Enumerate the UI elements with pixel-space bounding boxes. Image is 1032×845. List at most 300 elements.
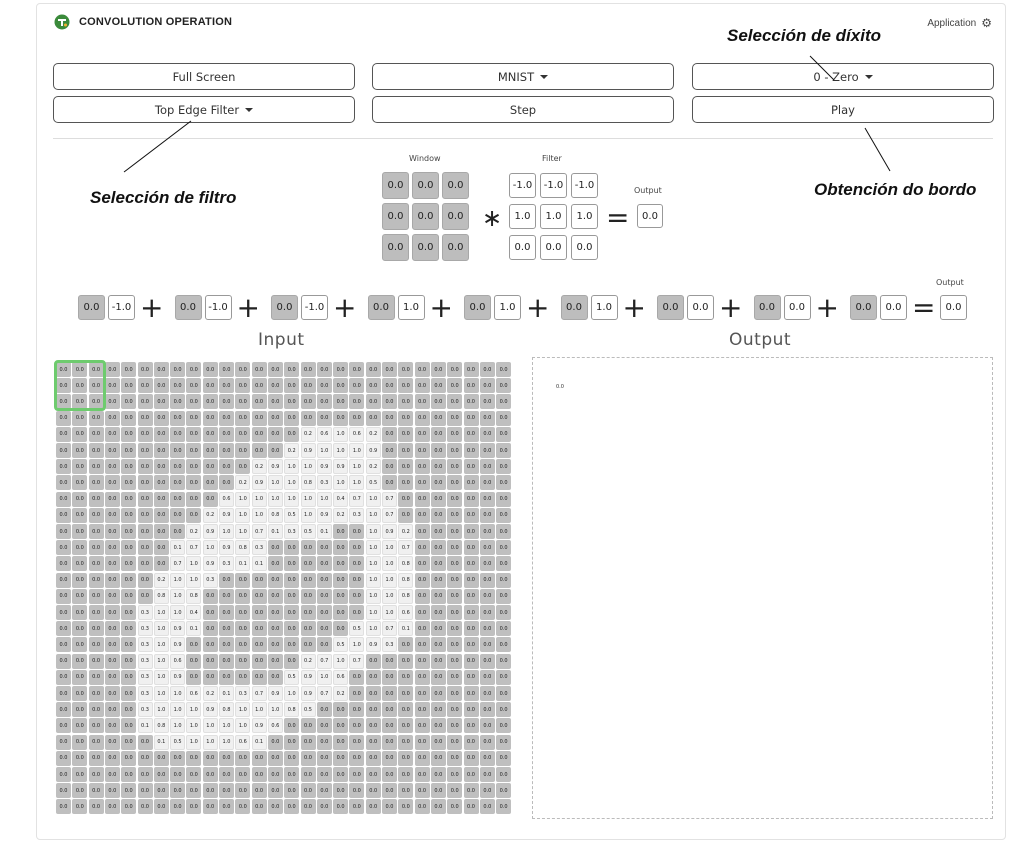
input-cell: 0.0 [382,799,397,814]
input-cell: 0.0 [138,540,153,555]
input-cell: 1.0 [170,605,185,620]
input-cell: 0.3 [138,670,153,685]
input-cell: 0.0 [431,751,446,766]
input-cell: 0.0 [480,427,495,442]
input-cell: 0.3 [138,686,153,701]
filter-cell: -1.0 [509,173,536,198]
input-cell: 0.0 [317,378,332,393]
input-cell: 0.0 [268,589,283,604]
input-cell: 0.0 [203,411,218,426]
input-cell: 0.3 [138,621,153,636]
input-cell: 0.0 [203,427,218,442]
plus-symbol: + [429,291,453,324]
sum-window-cell: 0.0 [561,295,588,320]
input-cell: 0.0 [464,362,479,377]
input-cell: 1.0 [301,492,316,507]
input-cell: 1.0 [170,573,185,588]
input-cell: 0.0 [203,589,218,604]
input-cell: 0.0 [219,637,234,652]
input-cell: 0.0 [72,686,87,701]
input-cell: 0.0 [89,654,104,669]
plus-symbol: + [815,291,839,324]
input-cell: 1.0 [203,540,218,555]
input-cell: 0.0 [154,799,169,814]
input-cell: 0.1 [268,524,283,539]
input-cell: 0.0 [72,411,87,426]
input-cell: 0.0 [252,605,267,620]
input-cell: 0.0 [382,459,397,474]
input-cell: 0.0 [382,362,397,377]
input-cell: 0.0 [252,411,267,426]
input-cell: 0.0 [382,751,397,766]
input-cell: 0.0 [464,459,479,474]
input-cell: 0.5 [301,702,316,717]
input-cell: 0.7 [252,524,267,539]
input-cell: 0.2 [203,508,218,523]
input-cell: 0.0 [480,394,495,409]
input-cell: 0.0 [105,362,120,377]
input-cell: 0.0 [121,573,136,588]
input-cell: 0.0 [138,394,153,409]
input-cell: 0.0 [121,799,136,814]
input-cell: 0.0 [447,605,462,620]
input-cell: 0.0 [301,556,316,571]
input-cell: 0.0 [464,718,479,733]
input-cell: 0.0 [252,427,267,442]
input-cell: 0.0 [349,686,364,701]
input-cell: 0.6 [349,427,364,442]
input-cell: 1.0 [366,556,381,571]
input-cell: 0.0 [105,459,120,474]
input-cell: 0.0 [398,735,413,750]
sum-filter-cell: 0.0 [880,295,907,320]
input-cell: 0.0 [431,508,446,523]
input-cell: 0.0 [415,799,430,814]
input-cell: 1.0 [333,654,348,669]
input-cell: 0.0 [154,427,169,442]
input-cell: 0.0 [496,508,511,523]
input-cell: 0.0 [447,783,462,798]
step-label: Step [509,102,537,117]
input-cell: 0.9 [170,621,185,636]
input-cell: 0.0 [268,573,283,588]
input-cell: 0.0 [431,783,446,798]
input-cell: 0.0 [268,378,283,393]
input-cell: 0.8 [398,573,413,588]
input-cell: 0.0 [138,492,153,507]
input-cell: 0.9 [219,540,234,555]
input-cell: 0.0 [121,702,136,717]
input-cell: 0.8 [186,589,201,604]
input-cell: 0.0 [89,362,104,377]
input-cell: 0.0 [138,783,153,798]
input-cell: 0.0 [72,799,87,814]
input-cell: 0.0 [496,475,511,490]
sum-window-cell: 0.0 [657,295,684,320]
input-cell: 0.0 [56,411,71,426]
input-cell: 1.0 [268,475,283,490]
input-cell: 0.0 [349,783,364,798]
input-cell: 1.0 [284,459,299,474]
input-cell: 0.0 [154,475,169,490]
input-cell: 0.0 [154,362,169,377]
input-cell: 0.0 [398,718,413,733]
input-cell: 0.0 [72,718,87,733]
input-cell: 0.0 [89,783,104,798]
input-cell: 1.0 [317,443,332,458]
input-cell: 0.0 [89,605,104,620]
input-cell: 0.0 [72,540,87,555]
input-cell: 0.0 [366,686,381,701]
input-cell: 0.0 [219,767,234,782]
input-cell: 0.9 [366,637,381,652]
input-cell: 0.0 [382,378,397,393]
input-cell: 0.0 [333,394,348,409]
input-cell: 0.0 [333,751,348,766]
filter-cell: -1.0 [540,173,567,198]
input-cell: 0.0 [89,540,104,555]
input-cell: 0.0 [105,718,120,733]
input-cell: 0.0 [268,751,283,766]
input-cell: 0.1 [235,556,250,571]
input-cell: 0.0 [431,524,446,539]
input-cell: 0.7 [170,556,185,571]
input-cell: 0.0 [496,492,511,507]
input-cell: 0.0 [203,378,218,393]
input-cell: 0.0 [496,540,511,555]
input-cell: 0.0 [72,589,87,604]
input-cell: 1.0 [170,702,185,717]
input-cell: 0.0 [105,605,120,620]
input-cell: 0.0 [186,394,201,409]
input-cell: 0.0 [138,411,153,426]
input-cell: 0.6 [170,654,185,669]
input-cell: 0.0 [333,718,348,733]
input-cell: 0.0 [301,621,316,636]
input-cell: 1.0 [366,492,381,507]
input-cell: 1.0 [366,540,381,555]
input-cell: 0.0 [447,540,462,555]
filter-cell: 1.0 [571,204,598,229]
input-cell: 0.0 [252,654,267,669]
input-cell: 0.0 [496,524,511,539]
input-cell: 1.0 [284,475,299,490]
input-cell: 0.0 [268,427,283,442]
gear-icon: ⚙ [981,16,992,30]
input-cell: 0.0 [496,799,511,814]
input-cell: 0.0 [431,573,446,588]
input-cell: 1.0 [301,508,316,523]
input-cell: 1.0 [235,508,250,523]
input-cell: 0.0 [333,524,348,539]
input-cell: 0.0 [317,751,332,766]
input-cell: 0.7 [382,508,397,523]
input-cell: 0.0 [382,654,397,669]
input-cell: 1.0 [284,492,299,507]
input-cell: 0.6 [398,605,413,620]
input-cell: 0.0 [203,621,218,636]
input-cell: 0.0 [268,540,283,555]
input-cell: 0.2 [203,686,218,701]
input-cell: 0.0 [301,767,316,782]
input-cell: 0.8 [154,589,169,604]
input-cell: 0.0 [415,573,430,588]
input-cell: 0.0 [431,702,446,717]
input-cell: 0.4 [333,492,348,507]
input-cell: 0.0 [415,427,430,442]
input-cell: 0.0 [203,767,218,782]
input-cell: 0.0 [284,411,299,426]
input-cell: 0.0 [349,718,364,733]
input-cell: 1.0 [252,702,267,717]
input-cell: 0.0 [447,654,462,669]
input-cell: 0.0 [89,524,104,539]
window-cell: 0.0 [382,172,409,199]
input-cell: 0.0 [72,443,87,458]
filter-label-small: Filter [542,154,562,163]
input-cell: 0.8 [301,475,316,490]
input-cell: 0.0 [301,589,316,604]
input-cell: 0.0 [154,459,169,474]
input-cell: 0.0 [235,362,250,377]
input-cell: 0.0 [105,799,120,814]
input-cell: 0.0 [480,411,495,426]
input-cell: 0.0 [333,783,348,798]
input-cell: 0.0 [56,605,71,620]
input-cell: 0.0 [72,492,87,507]
input-cell: 0.0 [89,508,104,523]
input-cell: 0.0 [366,702,381,717]
input-cell: 0.0 [349,556,364,571]
input-cell: 0.0 [89,411,104,426]
input-cell: 0.7 [252,686,267,701]
output-value: 0.0 [556,384,564,390]
input-cell: 0.0 [203,637,218,652]
input-cell: 0.5 [349,621,364,636]
input-cell: 0.0 [138,378,153,393]
input-cell: 0.9 [170,637,185,652]
input-cell: 0.0 [235,573,250,588]
input-cell: 0.0 [105,783,120,798]
input-cell: 0.1 [138,718,153,733]
input-cell: 0.0 [431,362,446,377]
input-cell: 0.0 [235,378,250,393]
input-cell: 0.0 [366,362,381,377]
input-cell: 0.0 [431,605,446,620]
input-cell: 0.0 [56,540,71,555]
input-cell: 0.0 [105,751,120,766]
input-cell: 0.0 [56,475,71,490]
input-cell: 0.0 [154,783,169,798]
input-cell: 0.0 [398,492,413,507]
input-cell: 0.0 [496,394,511,409]
input-cell: 0.0 [464,767,479,782]
window-cell: 0.0 [442,172,469,199]
input-cell: 0.0 [398,670,413,685]
annotation-digit: Selección de díxito [727,26,881,45]
input-cell: 1.0 [349,459,364,474]
input-cell: 0.0 [301,540,316,555]
input-cell: 0.0 [398,459,413,474]
input-cell: 0.0 [138,443,153,458]
input-cell: 0.0 [415,670,430,685]
input-cell: 0.0 [186,508,201,523]
input-cell: 0.0 [56,394,71,409]
input-cell: 1.0 [382,556,397,571]
input-cell: 0.0 [447,508,462,523]
input-cell: 0.0 [496,362,511,377]
input-cell: 0.2 [333,686,348,701]
input-cell: 0.0 [464,621,479,636]
window-output-cell: 0.0 [637,204,663,228]
input-cell: 0.0 [366,411,381,426]
input-cell: 1.0 [154,670,169,685]
window-cell: 0.0 [412,172,439,199]
input-cell: 0.0 [203,654,218,669]
input-cell: 0.0 [415,605,430,620]
input-cell: 0.0 [219,589,234,604]
input-cell: 0.9 [252,475,267,490]
input-cell: 0.0 [219,394,234,409]
input-cell: 0.0 [56,378,71,393]
input-cell: 0.0 [431,589,446,604]
input-cell: 0.5 [170,735,185,750]
input-cell: 0.0 [72,378,87,393]
input-cell: 0.0 [317,556,332,571]
input-cell: 0.0 [447,411,462,426]
input-cell: 0.0 [464,751,479,766]
input-cell: 0.0 [56,686,71,701]
input-cell: 0.0 [415,362,430,377]
input-cell: 0.0 [496,427,511,442]
input-cell: 1.0 [252,492,267,507]
input-cell: 0.0 [317,362,332,377]
sum-window-cell: 0.0 [175,295,202,320]
input-cell: 0.0 [72,556,87,571]
input-cell: 0.0 [105,556,120,571]
input-cell: 0.0 [431,621,446,636]
input-cell: 0.0 [72,735,87,750]
input-cell: 0.0 [170,492,185,507]
input-cell: 0.0 [72,459,87,474]
input-cell: 0.5 [284,670,299,685]
input-cell: 0.2 [333,508,348,523]
input-cell: 0.0 [333,556,348,571]
input-cell: 0.0 [464,508,479,523]
input-cell: 0.0 [252,589,267,604]
input-cell: 0.0 [121,443,136,458]
input-cell: 0.0 [317,799,332,814]
input-cell: 0.0 [203,670,218,685]
input-cell: 0.0 [301,362,316,377]
input-cell: 0.0 [333,589,348,604]
input-cell: 0.0 [56,556,71,571]
input-cell: 0.0 [301,378,316,393]
input-cell: 0.0 [398,686,413,701]
input-cell: 0.0 [480,475,495,490]
input-cell: 0.0 [56,654,71,669]
input-cell: 0.0 [415,735,430,750]
input-cell: 0.0 [398,443,413,458]
input-cell: 0.0 [89,637,104,652]
input-cell: 0.9 [382,524,397,539]
input-cell: 0.0 [496,702,511,717]
input-cell: 0.0 [480,459,495,474]
convolution-window-highlight[interactable] [54,360,106,411]
input-cell: 0.8 [219,702,234,717]
input-cell: 0.0 [480,524,495,539]
input-cell: 0.0 [398,508,413,523]
input-cell: 0.0 [105,443,120,458]
filter-cell: 1.0 [540,204,567,229]
input-cell: 0.3 [203,573,218,588]
input-cell: 0.0 [317,735,332,750]
input-cell: 0.0 [284,637,299,652]
input-cell: 0.0 [72,751,87,766]
input-cell: 0.0 [284,799,299,814]
input-cell: 0.0 [415,475,430,490]
input-cell: 0.0 [284,735,299,750]
input-cell: 1.0 [219,718,234,733]
input-cell: 0.0 [138,735,153,750]
input-cell: 0.0 [219,654,234,669]
input-cell: 0.0 [431,427,446,442]
input-cell: 0.0 [333,411,348,426]
input-cell: 0.0 [138,573,153,588]
input-cell: 0.0 [431,394,446,409]
filter-cell: -1.0 [571,173,598,198]
input-cell: 0.5 [284,508,299,523]
input-cell: 0.0 [464,524,479,539]
input-cell: 0.8 [154,718,169,733]
input-cell: 0.0 [235,443,250,458]
input-cell: 0.0 [89,556,104,571]
input-cell: 0.0 [464,637,479,652]
input-cell: 0.9 [268,459,283,474]
input-cell: 0.6 [333,670,348,685]
input-cell: 1.0 [235,702,250,717]
input-cell: 0.0 [382,702,397,717]
input-cell: 0.0 [105,621,120,636]
input-cell: 0.0 [398,427,413,442]
input-cell: 0.0 [170,427,185,442]
input-cell: 0.0 [415,767,430,782]
input-cell: 0.0 [56,524,71,539]
input-cell: 0.0 [252,378,267,393]
input-cell: 0.0 [121,686,136,701]
input-cell: 0.0 [284,605,299,620]
input-cell: 0.2 [366,427,381,442]
input-cell: 0.7 [398,540,413,555]
input-cell: 0.0 [431,637,446,652]
input-cell: 1.0 [382,605,397,620]
filter-cell: 0.0 [509,235,536,260]
input-cell: 0.0 [138,799,153,814]
input-cell: 0.9 [301,686,316,701]
fullscreen-label: Full Screen [172,69,236,84]
input-cell: 0.0 [366,718,381,733]
input-cell: 0.0 [252,573,267,588]
input-cell: 0.0 [382,475,397,490]
input-cell: 0.0 [464,556,479,571]
input-cell: 0.0 [431,540,446,555]
input-cell: 0.0 [431,459,446,474]
sum-window-cell: 0.0 [850,295,877,320]
input-cell: 0.0 [56,492,71,507]
input-cell: 1.0 [333,443,348,458]
dataset-label: MNIST [497,69,535,84]
input-cell: 0.0 [56,573,71,588]
